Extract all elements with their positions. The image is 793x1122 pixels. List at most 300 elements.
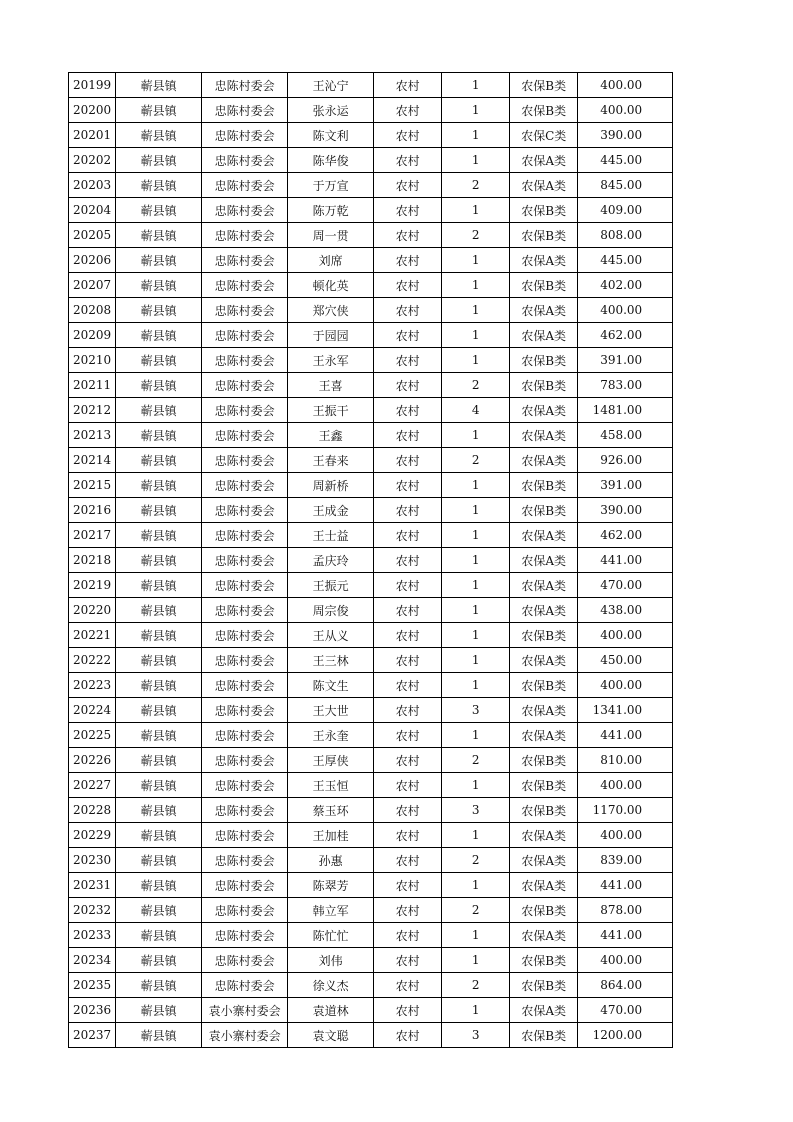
table-row [69,523,673,548]
name-cell: 王成金 [288,498,374,523]
township-cell: 蕲县镇 [116,248,202,273]
table-row [69,648,673,673]
township-cell: 蕲县镇 [116,773,202,798]
table-row [69,998,673,1023]
household-size-cell: 1 [442,498,510,523]
insurance-category-cell: 农保A类 [510,873,578,898]
amount-cell: 878.00 [578,898,673,923]
name-cell: 王喜 [288,373,374,398]
name-cell: 陈文利 [288,123,374,148]
township-cell: 蕲县镇 [116,648,202,673]
township-cell: 蕲县镇 [116,98,202,123]
name-cell: 王振元 [288,573,374,598]
table-row [69,773,673,798]
table-row [69,248,673,273]
village-committee-cell: 忠陈村委会 [202,173,288,198]
household-size-cell: 3 [442,798,510,823]
amount-cell: 462.00 [578,323,673,348]
name-cell: 徐义杰 [288,973,374,998]
row-number-cell: 20208 [69,298,116,323]
household-size-cell: 1 [442,948,510,973]
village-committee-cell: 忠陈村委会 [202,448,288,473]
row-number-cell: 20232 [69,898,116,923]
village-committee-cell: 忠陈村委会 [202,973,288,998]
amount-cell: 1170.00 [578,798,673,823]
area-type-cell: 农村 [374,423,442,448]
area-type-cell: 农村 [374,923,442,948]
township-cell: 蕲县镇 [116,873,202,898]
household-size-cell: 1 [442,623,510,648]
household-size-cell: 2 [442,448,510,473]
insurance-category-cell: 农保B类 [510,348,578,373]
village-committee-cell: 忠陈村委会 [202,98,288,123]
area-type-cell: 农村 [374,773,442,798]
township-cell: 蕲县镇 [116,548,202,573]
amount-cell: 470.00 [578,573,673,598]
amount-cell: 1200.00 [578,1023,673,1048]
insurance-category-cell: 农保B类 [510,748,578,773]
village-committee-cell: 忠陈村委会 [202,898,288,923]
area-type-cell: 农村 [374,748,442,773]
area-type-cell: 农村 [374,498,442,523]
township-cell: 蕲县镇 [116,348,202,373]
amount-cell: 409.00 [578,198,673,223]
household-size-cell: 1 [442,598,510,623]
insurance-category-cell: 农保C类 [510,123,578,148]
row-number-cell: 20209 [69,323,116,348]
amount-cell: 400.00 [578,823,673,848]
name-cell: 陈华俊 [288,148,374,173]
table-row [69,98,673,123]
row-number-cell: 20225 [69,723,116,748]
amount-cell: 864.00 [578,973,673,998]
row-number-cell: 20236 [69,998,116,1023]
row-number-cell: 20212 [69,398,116,423]
amount-cell: 400.00 [578,773,673,798]
village-committee-cell: 忠陈村委会 [202,923,288,948]
township-cell: 蕲县镇 [116,948,202,973]
area-type-cell: 农村 [374,823,442,848]
household-size-cell: 1 [442,723,510,748]
row-number-cell: 20204 [69,198,116,223]
row-number-cell: 20217 [69,523,116,548]
amount-cell: 438.00 [578,598,673,623]
name-cell: 王大世 [288,698,374,723]
row-number-cell: 20227 [69,773,116,798]
row-number-cell: 20221 [69,623,116,648]
village-committee-cell: 忠陈村委会 [202,523,288,548]
area-type-cell: 农村 [374,523,442,548]
insurance-category-cell: 农保A类 [510,423,578,448]
area-type-cell: 农村 [374,248,442,273]
table-row [69,598,673,623]
village-committee-cell: 忠陈村委会 [202,873,288,898]
row-number-cell: 20213 [69,423,116,448]
village-committee-cell: 忠陈村委会 [202,598,288,623]
table-row [69,823,673,848]
household-size-cell: 2 [442,173,510,198]
area-type-cell: 农村 [374,398,442,423]
village-committee-cell: 忠陈村委会 [202,648,288,673]
township-cell: 蕲县镇 [116,748,202,773]
household-size-cell: 1 [442,998,510,1023]
village-committee-cell: 忠陈村委会 [202,798,288,823]
name-cell: 王永军 [288,348,374,373]
name-cell: 王士益 [288,523,374,548]
township-cell: 蕲县镇 [116,498,202,523]
household-size-cell: 1 [442,523,510,548]
household-size-cell: 1 [442,148,510,173]
name-cell: 韩立军 [288,898,374,923]
township-cell: 蕲县镇 [116,473,202,498]
household-size-cell: 1 [442,198,510,223]
amount-cell: 462.00 [578,523,673,548]
row-number-cell: 20229 [69,823,116,848]
row-number-cell: 20230 [69,848,116,873]
village-committee-cell: 袁小寨村委会 [202,998,288,1023]
name-cell: 陈翠芳 [288,873,374,898]
township-cell: 蕲县镇 [116,373,202,398]
township-cell: 蕲县镇 [116,148,202,173]
village-committee-cell: 忠陈村委会 [202,773,288,798]
insurance-category-cell: 农保A类 [510,523,578,548]
insurance-category-cell: 农保A类 [510,173,578,198]
insurance-category-cell: 农保A类 [510,248,578,273]
row-number-cell: 20201 [69,123,116,148]
area-type-cell: 农村 [374,223,442,248]
row-number-cell: 20235 [69,973,116,998]
area-type-cell: 农村 [374,898,442,923]
row-number-cell: 20218 [69,548,116,573]
household-size-cell: 2 [442,973,510,998]
row-number-cell: 20216 [69,498,116,523]
name-cell: 陈忙忙 [288,923,374,948]
area-type-cell: 农村 [374,648,442,673]
table-row [69,273,673,298]
area-type-cell: 农村 [374,973,442,998]
household-size-cell: 1 [442,923,510,948]
township-cell: 蕲县镇 [116,173,202,198]
table-row [69,498,673,523]
village-committee-cell: 忠陈村委会 [202,223,288,248]
amount-cell: 839.00 [578,848,673,873]
name-cell: 王沁宁 [288,73,374,98]
household-size-cell: 3 [442,698,510,723]
table-row [69,423,673,448]
amount-cell: 450.00 [578,648,673,673]
table-row [69,473,673,498]
name-cell: 王春来 [288,448,374,473]
household-size-cell: 2 [442,898,510,923]
township-cell: 蕲县镇 [116,423,202,448]
insurance-category-cell: 农保B类 [510,198,578,223]
township-cell: 蕲县镇 [116,623,202,648]
township-cell: 蕲县镇 [116,573,202,598]
amount-cell: 470.00 [578,998,673,1023]
village-committee-cell: 忠陈村委会 [202,273,288,298]
table-row [69,548,673,573]
row-number-cell: 20206 [69,248,116,273]
household-size-cell: 1 [442,323,510,348]
table-row [69,123,673,148]
insurance-category-cell: 农保A类 [510,148,578,173]
table-row [69,623,673,648]
household-size-cell: 1 [442,573,510,598]
village-committee-cell: 忠陈村委会 [202,623,288,648]
amount-cell: 441.00 [578,873,673,898]
insurance-category-cell: 农保B类 [510,623,578,648]
insurance-category-cell: 农保A类 [510,298,578,323]
area-type-cell: 农村 [374,148,442,173]
amount-cell: 810.00 [578,748,673,773]
township-cell: 蕲县镇 [116,998,202,1023]
insurance-category-cell: 农保A类 [510,398,578,423]
insurance-category-cell: 农保B类 [510,1023,578,1048]
amount-cell: 400.00 [578,623,673,648]
amount-cell: 441.00 [578,723,673,748]
household-size-cell: 1 [442,248,510,273]
name-cell: 周一贯 [288,223,374,248]
area-type-cell: 农村 [374,198,442,223]
household-size-cell: 1 [442,273,510,298]
township-cell: 蕲县镇 [116,1023,202,1048]
household-size-cell: 1 [442,98,510,123]
township-cell: 蕲县镇 [116,523,202,548]
area-type-cell: 农村 [374,573,442,598]
row-number-cell: 20226 [69,748,116,773]
household-size-cell: 3 [442,1023,510,1048]
township-cell: 蕲县镇 [116,798,202,823]
name-cell: 陈文生 [288,673,374,698]
table-row [69,298,673,323]
name-cell: 陈万乾 [288,198,374,223]
insurance-category-cell: 农保B类 [510,948,578,973]
household-size-cell: 4 [442,398,510,423]
name-cell: 于万宣 [288,173,374,198]
village-committee-cell: 忠陈村委会 [202,723,288,748]
row-number-cell: 20219 [69,573,116,598]
insurance-category-cell: 农保B类 [510,773,578,798]
area-type-cell: 农村 [374,1023,442,1048]
household-size-cell: 1 [442,773,510,798]
area-type-cell: 农村 [374,673,442,698]
township-cell: 蕲县镇 [116,848,202,873]
table-row [69,448,673,473]
row-number-cell: 20205 [69,223,116,248]
village-committee-cell: 忠陈村委会 [202,248,288,273]
row-number-cell: 20203 [69,173,116,198]
amount-cell: 400.00 [578,298,673,323]
table-row [69,323,673,348]
area-type-cell: 农村 [374,698,442,723]
insurance-category-cell: 农保B类 [510,973,578,998]
amount-cell: 1341.00 [578,698,673,723]
amount-cell: 400.00 [578,673,673,698]
name-cell: 孙惠 [288,848,374,873]
name-cell: 郑穴侠 [288,298,374,323]
insurance-category-cell: 农保B类 [510,98,578,123]
table-row [69,573,673,598]
insurance-category-cell: 农保A类 [510,723,578,748]
township-cell: 蕲县镇 [116,698,202,723]
township-cell: 蕲县镇 [116,973,202,998]
table-row [69,873,673,898]
insurance-category-cell: 农保A类 [510,998,578,1023]
insurance-category-cell: 农保B类 [510,673,578,698]
amount-cell: 926.00 [578,448,673,473]
household-size-cell: 1 [442,348,510,373]
insurance-category-cell: 农保A类 [510,923,578,948]
township-cell: 蕲县镇 [116,723,202,748]
table-row [69,348,673,373]
household-size-cell: 2 [442,748,510,773]
household-size-cell: 1 [442,548,510,573]
amount-cell: 458.00 [578,423,673,448]
village-committee-cell: 忠陈村委会 [202,848,288,873]
township-cell: 蕲县镇 [116,673,202,698]
insurance-category-cell: 农保B类 [510,73,578,98]
village-committee-cell: 忠陈村委会 [202,73,288,98]
village-committee-cell: 忠陈村委会 [202,373,288,398]
row-number-cell: 20211 [69,373,116,398]
township-cell: 蕲县镇 [116,198,202,223]
village-committee-cell: 忠陈村委会 [202,198,288,223]
table-row [69,223,673,248]
table-row [69,373,673,398]
name-cell: 于园园 [288,323,374,348]
village-committee-cell: 忠陈村委会 [202,498,288,523]
area-type-cell: 农村 [374,848,442,873]
village-committee-cell: 忠陈村委会 [202,123,288,148]
insurance-category-cell: 农保B类 [510,273,578,298]
township-cell: 蕲县镇 [116,73,202,98]
area-type-cell: 农村 [374,373,442,398]
amount-cell: 445.00 [578,248,673,273]
row-number-cell: 20228 [69,798,116,823]
relief-roster-table [68,72,673,1048]
village-committee-cell: 忠陈村委会 [202,698,288,723]
table-row [69,973,673,998]
table-row [69,698,673,723]
area-type-cell: 农村 [374,173,442,198]
area-type-cell: 农村 [374,948,442,973]
row-number-cell: 20234 [69,948,116,973]
name-cell: 王永奎 [288,723,374,748]
insurance-category-cell: 农保B类 [510,223,578,248]
household-size-cell: 1 [442,648,510,673]
row-number-cell: 20199 [69,73,116,98]
row-number-cell: 20231 [69,873,116,898]
name-cell: 周宗俊 [288,598,374,623]
amount-cell: 441.00 [578,923,673,948]
area-type-cell: 农村 [374,448,442,473]
household-size-cell: 1 [442,673,510,698]
area-type-cell: 农村 [374,273,442,298]
area-type-cell: 农村 [374,473,442,498]
village-committee-cell: 忠陈村委会 [202,323,288,348]
row-number-cell: 20220 [69,598,116,623]
table-row [69,798,673,823]
name-cell: 袁道林 [288,998,374,1023]
table-row [69,848,673,873]
table-body [69,73,673,1048]
name-cell: 王玉恒 [288,773,374,798]
table-row [69,198,673,223]
amount-cell: 783.00 [578,373,673,398]
table-row [69,398,673,423]
row-number-cell: 20207 [69,273,116,298]
insurance-category-cell: 农保A类 [510,548,578,573]
insurance-category-cell: 农保A类 [510,698,578,723]
household-size-cell: 1 [442,473,510,498]
name-cell: 周新桥 [288,473,374,498]
area-type-cell: 农村 [374,548,442,573]
village-committee-cell: 忠陈村委会 [202,348,288,373]
area-type-cell: 农村 [374,98,442,123]
insurance-category-cell: 农保B类 [510,798,578,823]
table-row [69,73,673,98]
name-cell: 刘伟 [288,948,374,973]
area-type-cell: 农村 [374,598,442,623]
insurance-category-cell: 农保A类 [510,573,578,598]
row-number-cell: 20215 [69,473,116,498]
household-size-cell: 1 [442,873,510,898]
area-type-cell: 农村 [374,623,442,648]
row-number-cell: 20202 [69,148,116,173]
amount-cell: 402.00 [578,273,673,298]
insurance-category-cell: 农保A类 [510,648,578,673]
township-cell: 蕲县镇 [116,923,202,948]
village-committee-cell: 忠陈村委会 [202,948,288,973]
row-number-cell: 20214 [69,448,116,473]
township-cell: 蕲县镇 [116,123,202,148]
insurance-category-cell: 农保A类 [510,598,578,623]
row-number-cell: 20237 [69,1023,116,1048]
village-committee-cell: 忠陈村委会 [202,148,288,173]
area-type-cell: 农村 [374,73,442,98]
area-type-cell: 农村 [374,723,442,748]
table-row [69,748,673,773]
area-type-cell: 农村 [374,323,442,348]
amount-cell: 808.00 [578,223,673,248]
name-cell: 王从义 [288,623,374,648]
village-committee-cell: 忠陈村委会 [202,748,288,773]
township-cell: 蕲县镇 [116,398,202,423]
name-cell: 蔡玉环 [288,798,374,823]
area-type-cell: 农村 [374,348,442,373]
township-cell: 蕲县镇 [116,223,202,248]
household-size-cell: 1 [442,123,510,148]
table-row [69,723,673,748]
amount-cell: 391.00 [578,348,673,373]
township-cell: 蕲县镇 [116,448,202,473]
village-committee-cell: 忠陈村委会 [202,298,288,323]
amount-cell: 1481.00 [578,398,673,423]
name-cell: 王鑫 [288,423,374,448]
household-size-cell: 1 [442,423,510,448]
insurance-category-cell: 农保B类 [510,498,578,523]
area-type-cell: 农村 [374,873,442,898]
amount-cell: 845.00 [578,173,673,198]
amount-cell: 400.00 [578,73,673,98]
insurance-category-cell: 农保B类 [510,373,578,398]
township-cell: 蕲县镇 [116,298,202,323]
name-cell: 张永运 [288,98,374,123]
amount-cell: 400.00 [578,98,673,123]
village-committee-cell: 忠陈村委会 [202,823,288,848]
township-cell: 蕲县镇 [116,323,202,348]
row-number-cell: 20210 [69,348,116,373]
